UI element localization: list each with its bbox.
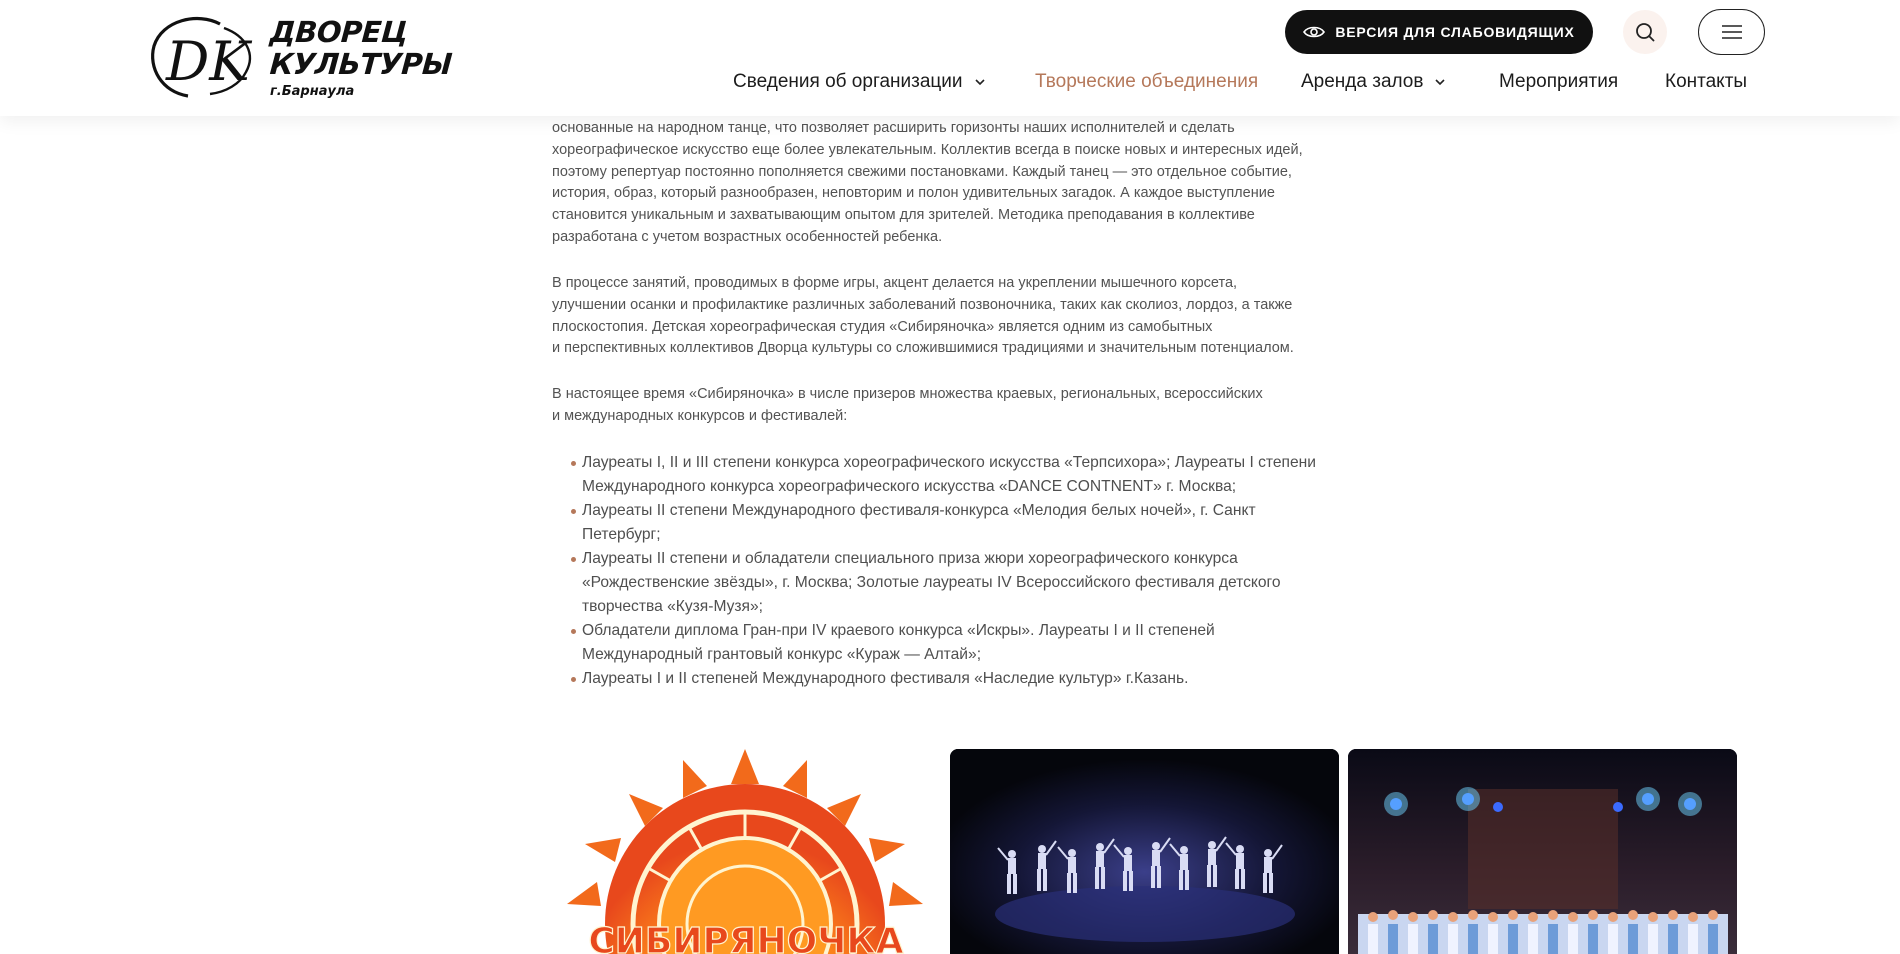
nav-item-organization-info[interactable]	[733, 71, 985, 93]
text-line: основанные на народном танце, что позволяет расширить горизонты наших исполнителей и сделать	[552, 120, 1235, 136]
chevron-down-icon	[1435, 77, 1445, 87]
article-paragraph-1	[552, 118, 1362, 249]
logo-monogram: DK	[166, 30, 250, 93]
text-line: Обладатели диплома Гран-при IV краевого конкурса «Искры». Лауреаты I и II степеней	[582, 622, 1215, 639]
bullet-marker	[571, 629, 576, 634]
list-item	[552, 619, 1362, 667]
list-item	[552, 451, 1362, 499]
article-paragraph-2	[552, 273, 1362, 360]
search-icon	[1635, 22, 1655, 42]
gallery-image-dance-performance[interactable]	[950, 749, 1339, 954]
text-line: Международный грантовый конкурс «Кураж — Алтай»;	[582, 646, 982, 663]
text-line: Международного конкурса хореографического искусства «DANCE CONTNENT» г. Москва;	[582, 478, 1237, 495]
nav-label: Сведения об организации	[733, 71, 963, 92]
low-vision-version-button[interactable]	[1285, 10, 1593, 54]
text-line: и перспективных коллективов Дворца культуры со сложившимися традициями и значительным потенциалом.	[552, 340, 1294, 357]
text-line: Лауреаты I и II степеней Международного фестиваля «Наследие культур» г.Казань.	[582, 670, 1189, 687]
site-header	[0, 0, 1900, 116]
text-line: разработана с учетом возрастных особенностей ребенка.	[552, 228, 943, 245]
text-line: творчества «Кузя-Музя»;	[582, 598, 764, 615]
hamburger-menu-icon	[1721, 24, 1743, 40]
dance-performance-photo	[950, 749, 1339, 954]
text-line: Лауреаты II степени Международного фестиваля-конкурса «Мелодия белых ночей», г. Санкт	[582, 502, 1256, 519]
text-line: «Рождественские звёзды», г. Москва; Золотые лауреаты IV Всероссийского фестиваля детского	[582, 574, 1281, 591]
text-line: и международных конкурсов и фестивалей:	[552, 407, 848, 424]
low-vision-label: ВЕРСИЯ ДЛЯ СЛАБОВИДЯЩИХ	[1335, 24, 1575, 40]
nav-label: Творческие объединения	[1035, 71, 1259, 92]
sun-ornament-logo	[552, 749, 941, 954]
nav-label: Контакты	[1665, 71, 1748, 92]
list-item	[552, 547, 1362, 619]
text-line: Петербург;	[582, 526, 661, 543]
logo-city: г.Барнаула	[270, 84, 355, 99]
text-line: становится уникальным и захватывающим опытом для зрителей. Методика преподавания в коллективе	[552, 207, 1255, 224]
text-line: улучшении осанки и профилактике различных заболеваний позвоночника, таких как сколиоз, лордоз, а также	[552, 296, 1293, 313]
text-line: хореографическое искусство еще более увлекательным. Коллектив всегда в поиске новых и интересных идей,	[552, 141, 1303, 158]
text-line: Лауреаты II степени и обладатели специального приза жюри хореографического конкурса	[582, 550, 1238, 567]
article-paragraph-3	[552, 384, 1362, 428]
nav-label: Аренда залов	[1301, 71, 1424, 92]
text-line: плоскостопия. Детская хореографическая студия «Сибиряночка» является одним из самобытных	[552, 318, 1213, 335]
gallery-image-group-logo[interactable]	[552, 749, 941, 954]
text-line: В процессе занятий, проводимых в форме игры, акцент делается на укреплении мышечного корсета,	[552, 275, 1238, 291]
text-line: поэтому репертуар постоянно пополняется свежими постановками. Каждый танец — это отдельное событие,	[552, 163, 1292, 180]
nav-item-events[interactable]	[1499, 71, 1618, 93]
bullet-marker	[571, 509, 576, 514]
nav-label: Мероприятия	[1499, 71, 1619, 92]
bullet-marker	[571, 557, 576, 562]
list-item	[552, 499, 1362, 547]
chevron-down-icon	[975, 77, 985, 87]
nav-item-contacts[interactable]	[1665, 71, 1747, 93]
nav-item-hall-rental[interactable]	[1301, 71, 1445, 93]
text-line: В настоящее время «Сибиряночка» в числе призеров множества краевых, региональных, всероссийских	[552, 386, 1263, 402]
text-line: Лауреаты I, II и III степени конкурса хореографического искусства «Терпсихора»; Лауреаты I степени	[582, 454, 1316, 471]
search-button[interactable]	[1623, 10, 1667, 54]
gallery-image-group-stage[interactable]	[1348, 749, 1737, 954]
bullet-marker	[571, 461, 576, 466]
hamburger-menu-button[interactable]	[1698, 9, 1765, 55]
eye-icon	[1303, 25, 1325, 39]
logo-line-1: ДВОРЕЦ	[268, 15, 409, 49]
group-logo-text: СИБИРЯНОЧКА	[588, 921, 904, 954]
achievements-list	[552, 451, 1362, 691]
list-item	[552, 667, 1362, 691]
main-navigation	[0, 71, 1900, 95]
text-line: история, образ, который разнообразен, неповторим и полон удивительных загадок. А каждое выступление	[552, 185, 1275, 202]
logo-line-2: КУЛЬТУРЫ	[268, 47, 453, 81]
nav-item-creative-groups[interactable]	[1035, 71, 1258, 93]
bullet-marker	[571, 677, 576, 682]
group-stage-photo	[1348, 749, 1737, 954]
